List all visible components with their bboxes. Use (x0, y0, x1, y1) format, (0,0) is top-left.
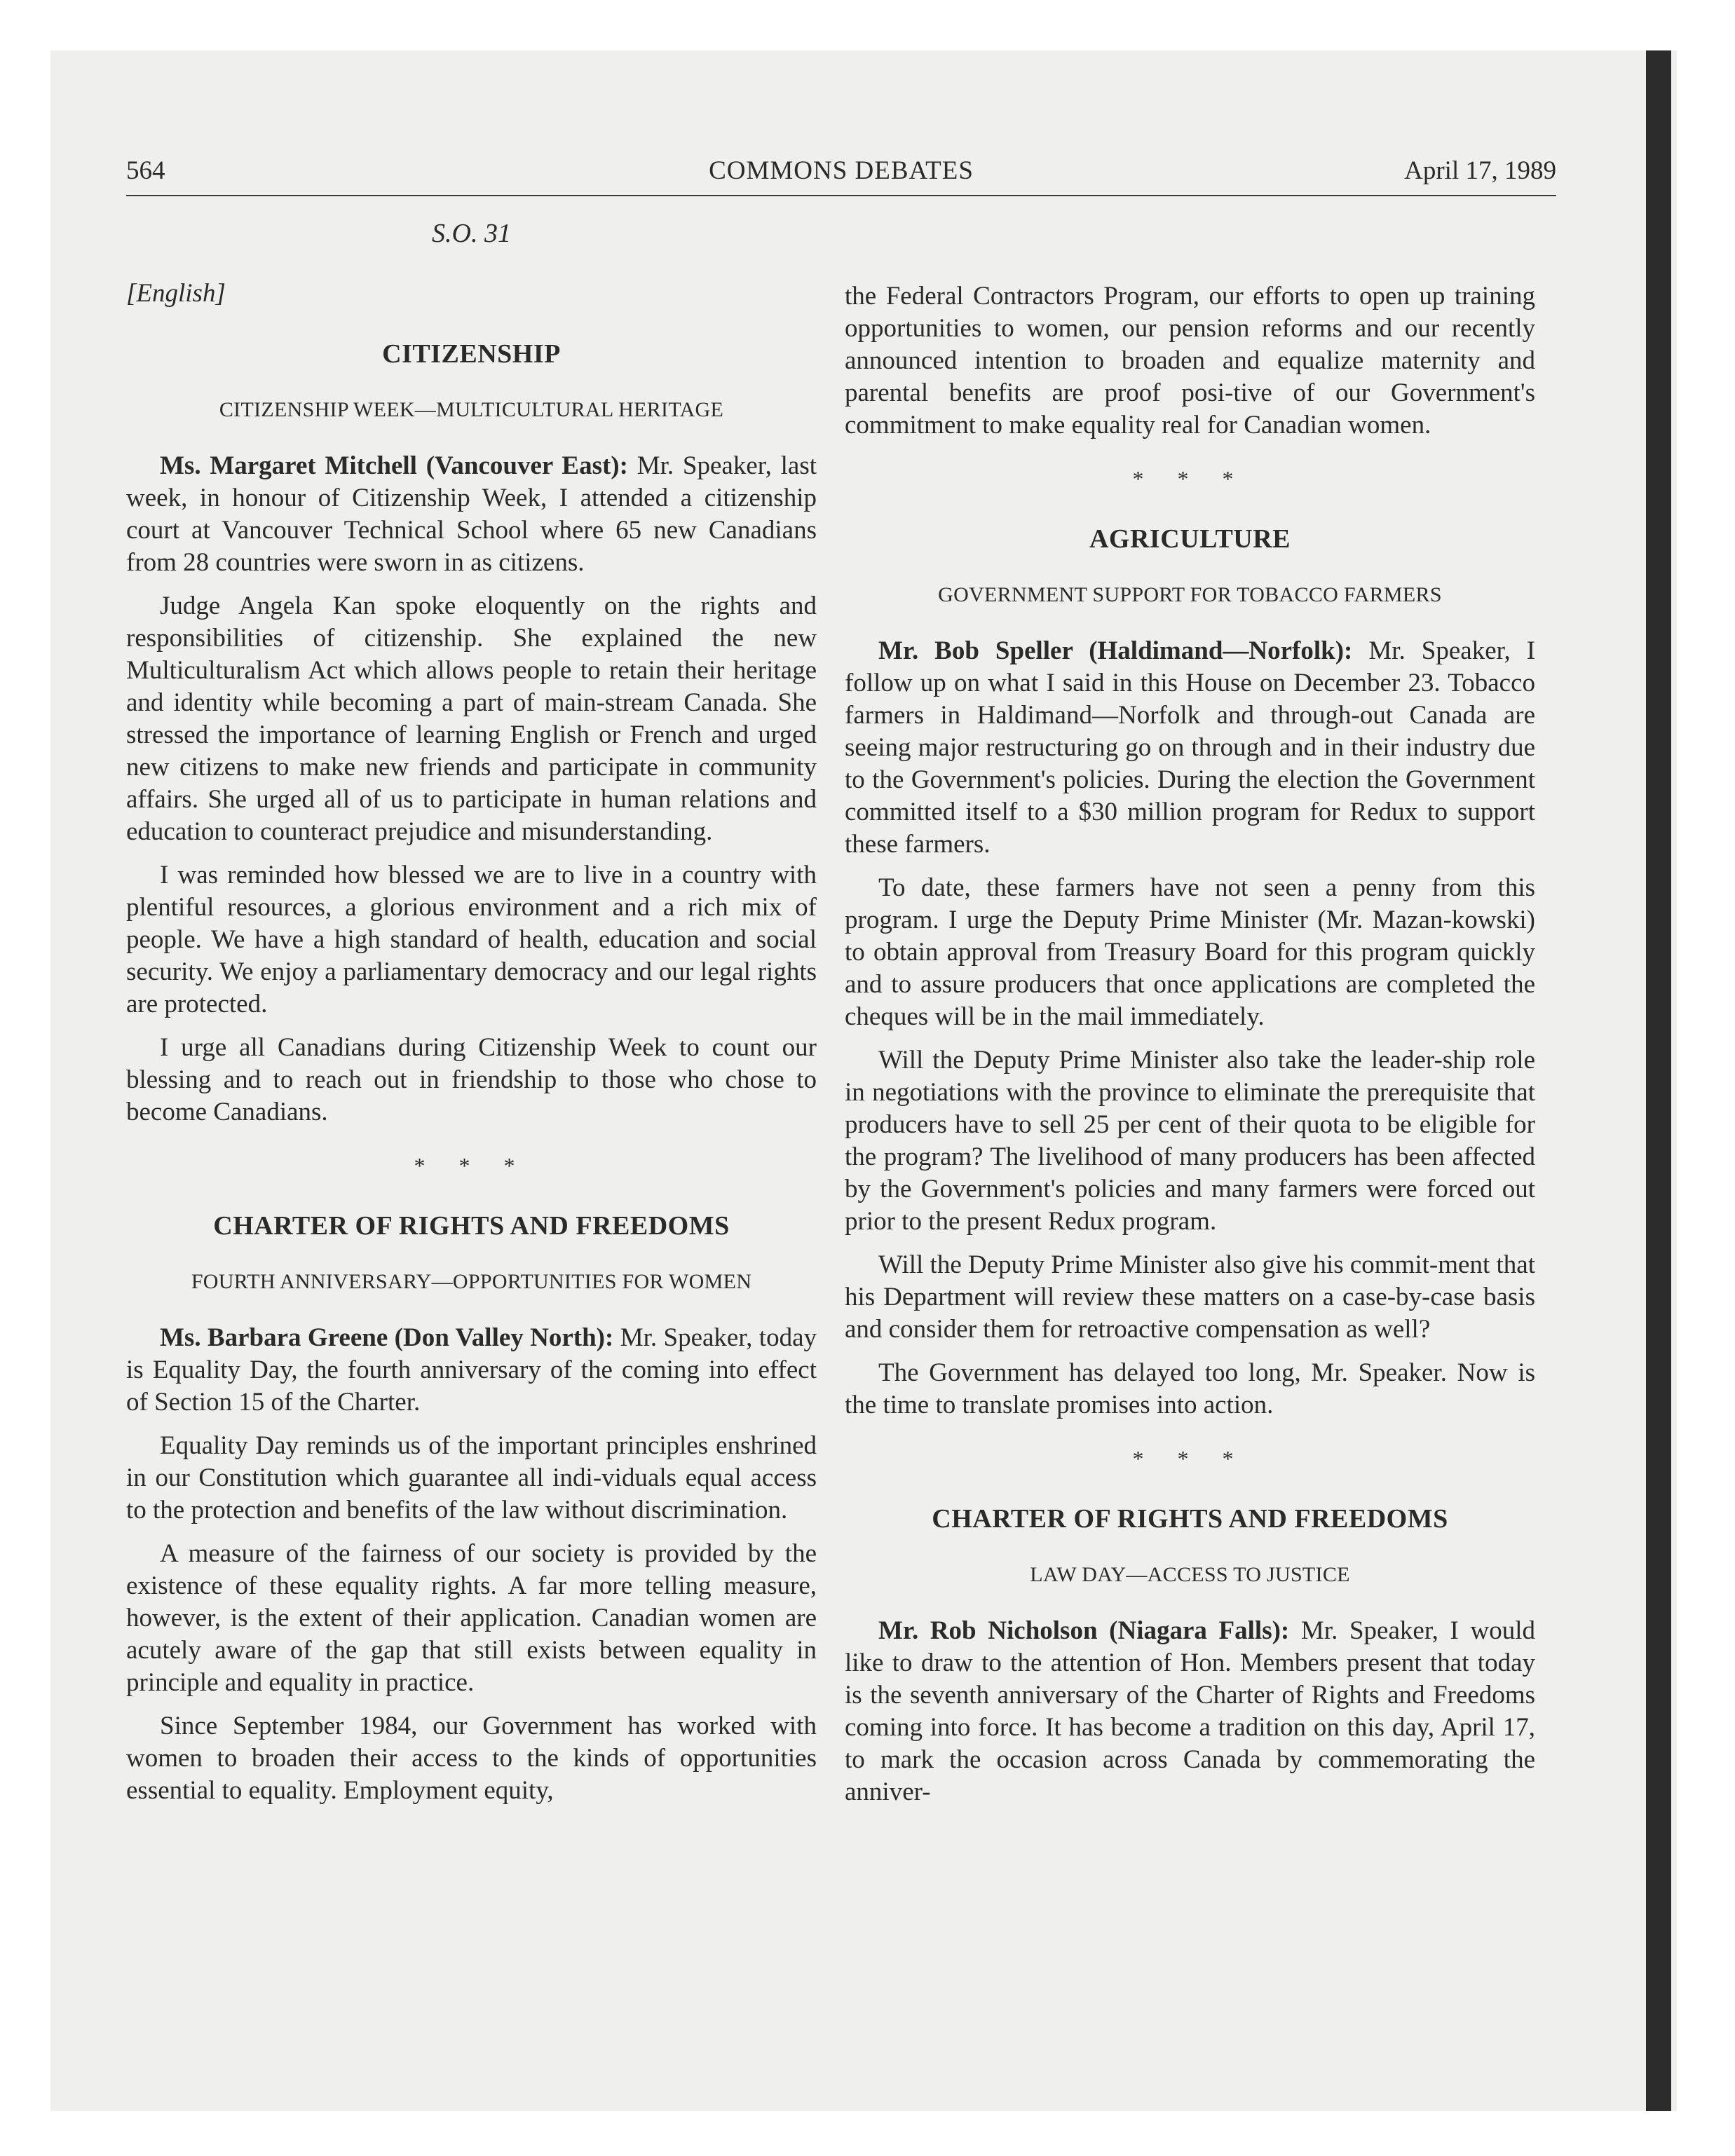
section-subheading: FOURTH ANNIVERSARY—OPPORTUNITIES FOR WOMEN (191, 1270, 752, 1293)
section-separator: * * * (1132, 466, 1248, 491)
section-heading: CITIZENSHIP (382, 339, 561, 369)
section-subheading: LAW DAY—ACCESS TO JUSTICE (1030, 1563, 1350, 1586)
speaker-name: Mr. Bob Speller (Haldimand—Norfolk): (878, 636, 1353, 665)
paragraph: The Government has delayed too long, Mr. Speaker. Now is the time to translate promises into action. (845, 1358, 1535, 1419)
paragraph (126, 450, 817, 579)
paragraph: Since September 1984, our Government has worked with women to broaden their access to the kinds of opportunities essential to equality. Employment equity, (126, 1712, 817, 1805)
section-heading: CHARTER OF RIGHTS AND FREEDOMS (932, 1504, 1448, 1534)
paragraph: A measure of the fairness of our society is provided by the existence of these equality rights. A far more telling measure, however, is the extent of their application. Canadian women are acutely aware of the gap that still exists between equality in principle and equality in practice. (126, 1539, 817, 1697)
section-heading: AGRICULTURE (1089, 524, 1291, 554)
paragraph: To date, these farmers have not seen a penny from this program. I urge the Deputy Prime Minister (Mr. Mazan-kowski) to obtain approval from Treasury Board for this program quickly and to assure producers that once applications are completed the cheques will be in the mail immediately. (845, 873, 1535, 1031)
page-header (126, 156, 1556, 198)
paragraph: Equality Day reminds us of the important principles enshrined in our Constitution which guarantee all indi-viduals equal access to the protection and benefits of the law without discrimination. (126, 1431, 817, 1524)
paragraph: Will the Deputy Prime Minister also give his commit-ment that his Department will review these matters on a case-by-case basis and consider them for retroactive compensation as well? (845, 1250, 1535, 1344)
right-column (845, 280, 1535, 1820)
section-subheading: GOVERNMENT SUPPORT FOR TOBACCO FARMERS (938, 583, 1442, 606)
paragraph-text: Mr. Speaker, I would like to draw to the attention of Hon. Members present that today is the seventh anniversary of the Charter of Rights and Freedoms coming into force. It has become a tradition on this day, April 17, to mark the occasion across Canada by commemorating the anniver- (845, 1616, 1536, 1806)
left-column (126, 217, 817, 1818)
standing-order: S.O. 31 (432, 219, 511, 248)
section-heading: CHARTER OF RIGHTS AND FREEDOMS (213, 1211, 730, 1241)
publication-title: COMMONS DEBATES (709, 156, 974, 185)
speaker-name: Mr. Rob Nicholson (Niagara Falls): (878, 1616, 1290, 1645)
section-subheading: CITIZENSHIP WEEK—MULTICULTURAL HERITAGE (219, 398, 724, 421)
speaker-name: Ms. Barbara Greene (Don Valley North): (160, 1323, 614, 1352)
paragraph: Will the Deputy Prime Minister also take the leader-ship role in negotiations with the province to eliminate the prerequisite that producers have to sell 25 per cent of their quota to be eligible for the program? The livelihood of many producers has been affected by the Government's policies and many farmers were forced out prior to the present Redux program. (845, 1046, 1535, 1236)
section-separator: * * * (1132, 1446, 1248, 1471)
paragraph-text: Mr. Speaker, last week, in honour of Citizenship Week, I attended a citizenship court at Vancouver Technical School where 65 new Canadians from 28 countries were sworn in as citizens. (126, 451, 817, 577)
paragraph: Judge Angela Kan spoke eloquently on the rights and responsibilities of citizenship. She explained the new Multiculturalism Act which allows people to retain their heritage and identity while becoming a part of main-stream Canada. She stressed the importance of learning English or French and urged new citizens to make new friends and participate in community affairs. She urged all of us to participate in human relations and education to counteract prejudice and misunderstanding. (126, 592, 817, 846)
page-date: April 17, 1989 (1404, 156, 1556, 185)
speaker-name: Ms. Margaret Mitchell (Vancouver East): (160, 451, 628, 480)
paragraph-text: Mr. Speaker, I follow up on what I said in this House on December 23. Tobacco farmers in Haldimand—Norfolk and through-out Canada are seeing major restructuring go on through and in their industry due to the Government's policies. During the election the Government committed itself to a $30 million program for Redux to support these farmers. (845, 636, 1536, 859)
paragraph (126, 1322, 817, 1419)
section-separator: * * * (414, 1153, 529, 1178)
binding-edge (1646, 50, 1671, 2111)
paragraph-text: Mr. Speaker, today is Equality Day, the fourth anniversary of the coming into effect of Section 15 of the Charter. (126, 1323, 817, 1417)
language-note: [English] (126, 279, 226, 308)
paragraph (845, 635, 1535, 861)
paragraph (845, 1615, 1535, 1808)
paragraph: I was reminded how blessed we are to live in a country with plentiful resources, a glorious environment and a rich mix of people. We have a high standard of health, education and social security. We enjoy a parliamentary democracy and our legal rights are protected. (126, 861, 817, 1018)
header-rule (126, 195, 1556, 196)
page-number: 564 (126, 156, 165, 185)
paragraph: I urge all Canadians during Citizenship Week to count our blessing and to reach out in friendship to those who chose to become Canadians. (126, 1033, 817, 1126)
paragraph: the Federal Contractors Program, our efforts to open up training opportunities to women, our pension reforms and our recently announced intention to broaden and equalize maternity and parental benefits are proof posi-tive of our Government's commitment to make equality real for Canadian women. (845, 282, 1535, 439)
